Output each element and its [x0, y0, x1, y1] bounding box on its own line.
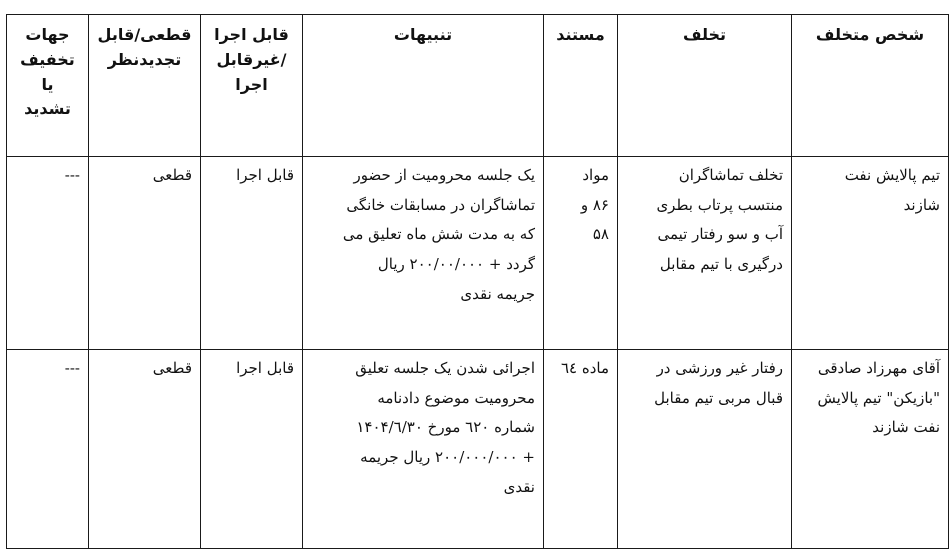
- cell-line: ماده ٦٤: [560, 359, 609, 377]
- rulings-table: [6, 14, 949, 549]
- table-row: [7, 157, 949, 350]
- cell-line: تماشاگران در مسابقات خانگی: [346, 195, 535, 214]
- cell-line: رفتار غیر ورزشی در: [656, 359, 783, 377]
- basis-cell: [544, 157, 618, 350]
- cell-line: قبال مربی تیم مقابل: [654, 388, 783, 407]
- header-adjustment-line: یا: [41, 74, 54, 94]
- cell-line: آب و سو رفتار تیمی: [657, 225, 783, 244]
- cell-line: مواد: [582, 166, 609, 184]
- header-finality: [89, 15, 201, 157]
- cell-line: آقای مهرزاد صادقی: [817, 359, 940, 377]
- header-penalties: تنبیهات: [303, 15, 544, 157]
- header-enforceability: [201, 15, 303, 157]
- header-adjustment-line: تخفیف: [20, 49, 75, 69]
- header-finality-line: قطعی/قابل: [97, 25, 192, 44]
- header-row: [7, 15, 949, 157]
- cell-line: نقدی: [503, 477, 535, 496]
- offender-cell: [792, 157, 949, 350]
- enforceability-cell: قابل اجرا: [201, 157, 303, 350]
- cell-line: گردد + ۲۰۰/۰۰/۰۰۰ ریال: [377, 255, 535, 274]
- header-adjustment-line: تشدید: [24, 99, 71, 119]
- adjustment-cell: ---: [7, 350, 89, 549]
- cell-line: اجرائی شدن یک جلسه تعلیق: [355, 359, 535, 377]
- cell-line: شماره ٦۲۰ مورخ ۱۴۰۴/٦/۳۰: [356, 418, 535, 437]
- cell-line: جریمه نقدی: [460, 284, 535, 303]
- header-offender: شخص متخلف: [792, 15, 949, 157]
- cell-line: ۵۸: [592, 225, 609, 244]
- finality-cell: قطعی: [89, 350, 201, 549]
- cell-line: منتسب پرتاب بطری: [656, 195, 783, 214]
- header-adjustment: [7, 15, 89, 157]
- enforceability-cell: قابل اجرا: [201, 350, 303, 549]
- cell-line: تیم پالایش نفت: [844, 166, 940, 184]
- cell-line: که به مدت شش ماه تعلیق می: [342, 225, 535, 244]
- violation-cell: [618, 157, 792, 350]
- cell-line: شازند: [903, 195, 940, 214]
- header-adjustment-line: جهات: [25, 25, 70, 44]
- penalty-cell: [303, 350, 544, 549]
- table-row: [7, 350, 949, 549]
- adjustment-cell: ---: [7, 157, 89, 350]
- cell-line: محرومیت موضوع دادنامه: [377, 388, 535, 407]
- cell-line: یک جلسه محرومیت از حضور: [353, 166, 535, 184]
- header-enforceability-line: اجرا: [235, 74, 268, 94]
- cell-line: ۸۶ و: [580, 195, 609, 214]
- cell-line: تخلف تماشاگران: [678, 166, 783, 184]
- finality-cell: قطعی: [89, 157, 201, 350]
- header-enforceability-line: قابل اجرا: [214, 25, 289, 44]
- cell-line: "بازیکن" تیم پالایش: [817, 388, 940, 407]
- header-finality-line: تجدیدنظر: [107, 49, 182, 69]
- header-basis: مستند: [544, 15, 618, 157]
- basis-cell: [544, 350, 618, 549]
- offender-cell: [792, 350, 949, 549]
- penalty-cell: [303, 157, 544, 350]
- header-violation: تخلف: [618, 15, 792, 157]
- header-enforceability-line: /غیرقابل: [216, 49, 287, 69]
- cell-line: + ۲۰۰/۰۰۰/۰۰۰ ریال جریمه: [360, 448, 535, 467]
- cell-line: نفت شازند: [872, 418, 940, 437]
- cell-line: درگیری با تیم مقابل: [659, 255, 783, 274]
- violation-cell: [618, 350, 792, 549]
